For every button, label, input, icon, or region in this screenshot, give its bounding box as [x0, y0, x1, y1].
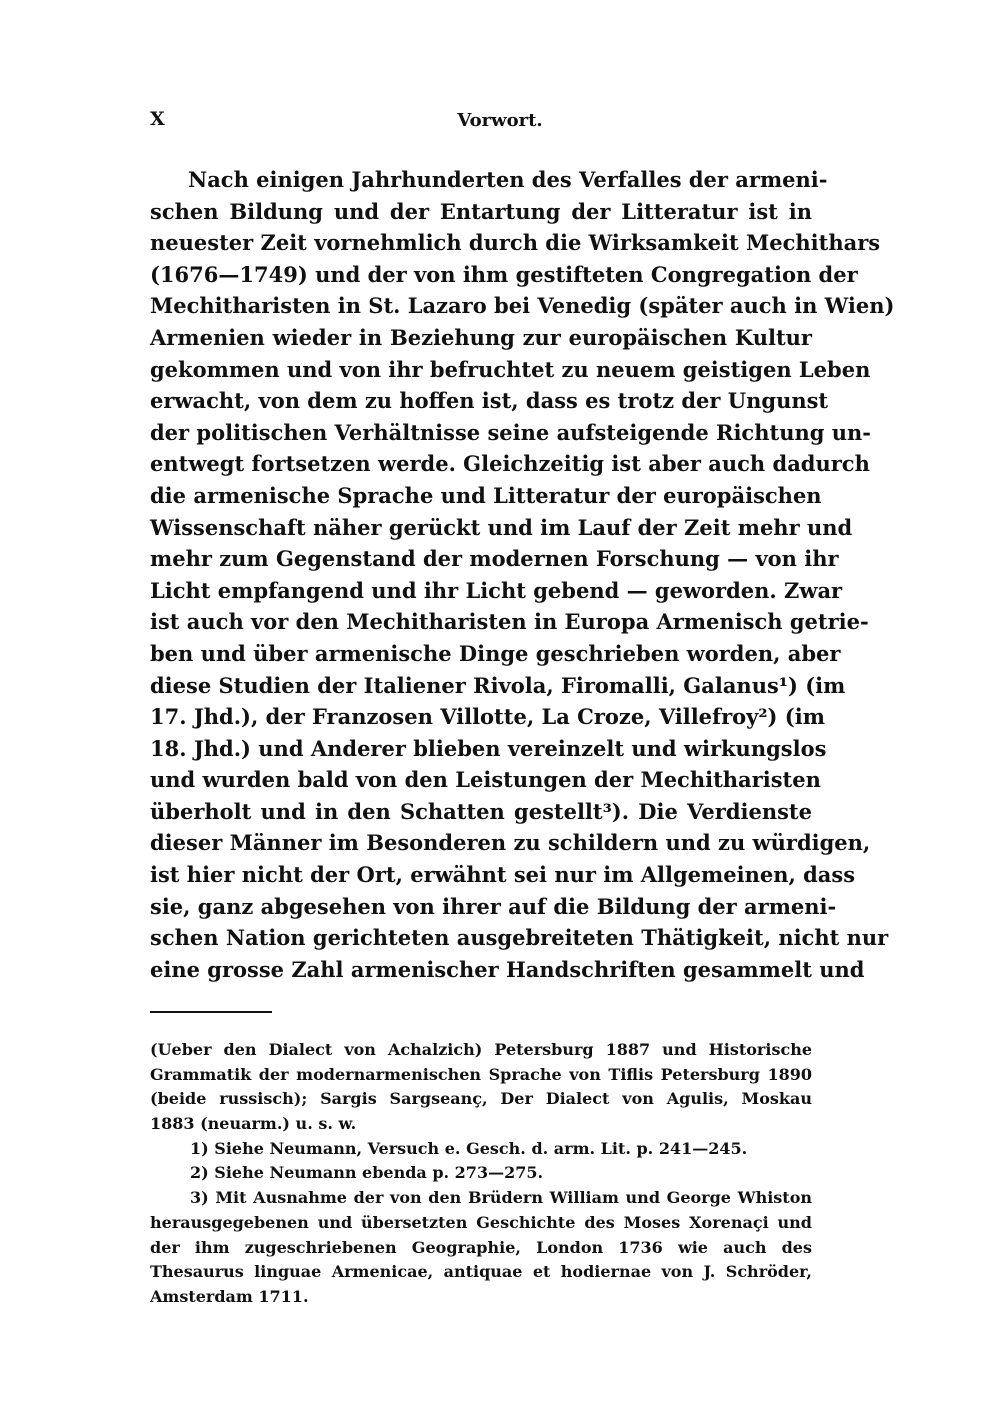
footnote-3: 3) Mit Ausnahme der von den Brüdern William und George Whiston — [190, 1188, 812, 1208]
body-line: erwacht, von dem zu hoffen ist, dass es trotz der Ungunst — [150, 388, 829, 414]
body-line: ist hier nicht der Ort, erwähnt sei nur im Allgemeinen, dass — [150, 862, 856, 888]
footnote-line: (Ueber den Dialect von Achalzich) Petersburg 1887 und Historische — [150, 1040, 812, 1059]
body-line: Armenien wieder in Beziehung zur europäischen Kultur — [150, 324, 812, 350]
footnote-line: Thesaurus linguae Armenicae, antiquae et hodiernae von J. Schröder, — [150, 1262, 812, 1282]
footnote-line: 1883 (neuarm.) u. s. w. — [150, 1114, 357, 1134]
body-line: 17. Jhd.), der Franzosen Villotte, La Croze, Villefroy²) (im — [150, 704, 825, 730]
footnote-line: herausgegebenen und übersetzten Geschichte des Moses Xorenaçi und — [150, 1212, 812, 1232]
footnote-rule — [150, 1011, 272, 1013]
body-line: diese Studien der Italiener Rivola, Firomalli, Galanus¹) (im — [150, 672, 846, 698]
footnote-line: Grammatik der modernarmenischen Sprache von Tiflis Petersburg 1890 — [150, 1064, 812, 1084]
body-line: schen Nation gerichteten ausgebreiteten Thätigkeit, nicht nur — [150, 925, 889, 951]
body-line: dieser Männer im Besonderen zu schildern und zu würdigen, — [150, 830, 871, 856]
body-line: (1676—1749) und der von ihm gestifteten Congregation der — [150, 261, 858, 287]
body-line: ist auch vor den Mechitharisten in Europa Armenisch getrie- — [150, 609, 869, 635]
body-line: Mechitharisten in St. Lazaro bei Venedig (später auch in Wien) — [150, 293, 895, 319]
body-line: Nach einigen Jahrhunderten des Verfalles der armeni- — [188, 167, 828, 192]
footnotes — [150, 1038, 812, 1310]
body-line: neuester Zeit vornehmlich durch die Wirksamkeit Mechithars — [150, 230, 881, 256]
body-line: gekommen und von ihr befruchtet zu neuem geistigen Leben — [150, 356, 871, 382]
footnote-2: 2) Siehe Neumann ebenda p. 273—275. — [190, 1163, 544, 1183]
body-line: 18. Jhd.) und Anderer blieben vereinzelt und wirkungslos — [150, 735, 827, 761]
body-line: mehr zum Gegenstand der modernen Forschung — von ihr — [150, 546, 839, 572]
footnote-line: der ihm zugeschriebenen Geographie, London 1736 wie auch des — [150, 1237, 812, 1257]
footnote-1: 1) Siehe Neumann, Versuch e. Gesch. d. arm. Lit. p. 241—245. — [190, 1138, 748, 1158]
body-line: Wissenschaft näher gerückt und im Lauf der Zeit mehr und — [150, 514, 853, 540]
body-line: und wurden bald von den Leistungen der Mechitharisten — [150, 767, 821, 793]
body-line: die armenische Sprache und Litteratur der europäischen — [150, 482, 822, 508]
running-head: Vorwort. — [457, 110, 543, 131]
footnote-line: Amsterdam 1711. — [150, 1286, 309, 1306]
body-line: sie, ganz abgesehen von ihrer auf die Bildung der armeni- — [150, 893, 837, 919]
body-line: entwegt fortsetzen werde. Gleichzeitig ist aber auch dadurch — [150, 451, 870, 477]
body-line: eine grosse Zahl armenischer Handschriften gesammelt und — [150, 956, 865, 982]
page-number: X — [150, 108, 166, 130]
body-text — [150, 164, 895, 985]
body-line: ben und über armenische Dinge geschrieben worden, aber — [150, 640, 841, 666]
body-line: schen Bildung und der Entartung der Litteratur ist in — [150, 198, 812, 224]
footnote-line: (beide russisch); Sargis Sargseanç, Der Dialect von Agulis, Moskau — [150, 1089, 812, 1109]
body-line: der politischen Verhältnisse seine aufsteigende Richtung un- — [150, 419, 871, 445]
body-line: überholt und in den Schatten gestellt³). Die Verdienste — [150, 798, 812, 824]
body-line: Licht empfangend und ihr Licht gebend — geworden. Zwar — [150, 577, 843, 603]
